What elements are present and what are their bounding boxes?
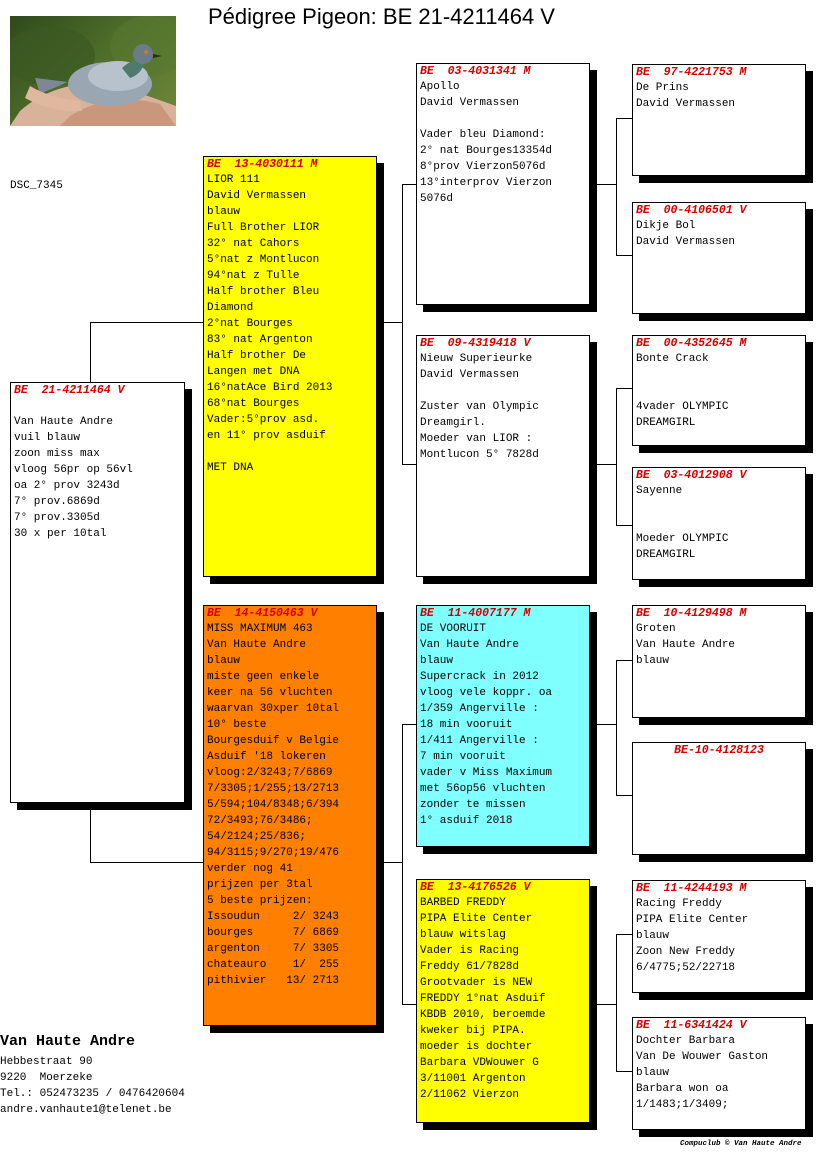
detail-line: blauw bbox=[207, 206, 241, 218]
ring-number: BE-10-4128123 bbox=[674, 744, 764, 757]
detail-line: Full Brother LIOR bbox=[207, 222, 320, 234]
detail-line bbox=[636, 367, 802, 383]
detail-line: BARBED FREDDY bbox=[420, 897, 506, 909]
detail-line: kweker bij PIPA. bbox=[420, 1025, 526, 1037]
sire-sire-card[interactable] bbox=[416, 63, 590, 305]
detail-line bbox=[207, 444, 373, 460]
detail-line: Diamond bbox=[207, 302, 254, 314]
ring-number: BE 11-6341424 V bbox=[636, 1019, 747, 1032]
detail-line: 94°nat z Tulle bbox=[207, 270, 300, 282]
detail-line: blauw bbox=[207, 655, 241, 667]
detail-line: 7° prov.3305d bbox=[14, 512, 100, 524]
detail-line bbox=[420, 111, 586, 127]
detail-line: Vader:5°prov asd. bbox=[207, 414, 320, 426]
detail-line: chateauro 1/ 255 bbox=[207, 959, 340, 971]
detail-line: Dochter Barbara bbox=[636, 1035, 736, 1047]
detail-line: Sayenne bbox=[636, 485, 683, 497]
pigeon-details bbox=[207, 172, 373, 476]
detail-line: Van Haute Andre bbox=[636, 639, 736, 651]
owner-city: 9220 Moerzeke bbox=[0, 1072, 93, 1084]
detail-line: pithivier 13/ 2713 bbox=[207, 975, 340, 987]
detail-line: Van Haute Andre bbox=[14, 416, 114, 428]
detail-line: 7/3305;1/255;13/2713 bbox=[207, 783, 340, 795]
sire-dam-sire-card[interactable] bbox=[632, 335, 806, 446]
ring-number: BE 03-4012908 V bbox=[636, 469, 747, 482]
detail-line: zonder te missen bbox=[420, 799, 526, 811]
pigeon-details bbox=[636, 896, 802, 976]
connector-line bbox=[90, 803, 91, 863]
detail-line: 6/4775;52/22718 bbox=[636, 962, 736, 974]
dam-dam-card[interactable] bbox=[416, 879, 590, 1123]
detail-line: 7° prov.6869d bbox=[14, 496, 100, 508]
detail-line: Van Haute Andre bbox=[207, 639, 307, 651]
detail-line: 5/594;104/8348;6/394 bbox=[207, 799, 340, 811]
detail-line: verder nog 41 bbox=[207, 863, 293, 875]
detail-line: moeder is dochter bbox=[420, 1041, 533, 1053]
dam-sire-sire-card[interactable] bbox=[632, 605, 806, 718]
detail-line: blauw witslag bbox=[420, 929, 506, 941]
detail-line: 2/11062 Vierzon bbox=[420, 1089, 520, 1101]
detail-line: vloog vele koppr. oa bbox=[420, 687, 553, 699]
detail-line: 1/411 Angerville : bbox=[420, 735, 539, 747]
connector-line bbox=[90, 862, 204, 863]
detail-line: Zuster van Olympic bbox=[420, 401, 539, 413]
connector-line bbox=[616, 934, 617, 1071]
detail-line: David Vermassen bbox=[420, 369, 520, 381]
sire-dam-card[interactable] bbox=[416, 335, 590, 577]
detail-line: Van De Wouwer Gaston bbox=[636, 1051, 769, 1063]
dam-sire-card[interactable] bbox=[416, 605, 590, 847]
owner-street: Hebbestraat 90 bbox=[0, 1056, 93, 1068]
detail-line: 18 min vooruit bbox=[420, 719, 513, 731]
ring-number: BE 10-4129498 M bbox=[636, 607, 747, 620]
detail-line: vloog 56pr op 56vl bbox=[14, 464, 133, 476]
detail-line: Bonte Crack bbox=[636, 353, 709, 365]
connector-line bbox=[590, 184, 617, 185]
page-title: Pédigree Pigeon: BE 21-4211464 V bbox=[208, 4, 555, 29]
pigeon-details bbox=[420, 621, 586, 829]
detail-line: David Vermassen bbox=[420, 97, 520, 109]
detail-line: 2°nat Bourges bbox=[207, 318, 293, 330]
detail-line: 5076d bbox=[420, 193, 454, 205]
connector-line bbox=[376, 862, 403, 863]
detail-line: LIOR 111 bbox=[207, 174, 260, 186]
ring-number: BE 03-4031341 M bbox=[420, 65, 531, 78]
detail-line: PIPA Elite Center bbox=[636, 914, 749, 926]
detail-line: MET DNA bbox=[207, 462, 254, 474]
pigeon-details bbox=[636, 80, 802, 112]
ring-number: BE 00-4352645 M bbox=[636, 337, 747, 350]
detail-line: De Prins bbox=[636, 82, 689, 94]
detail-line: blauw bbox=[636, 655, 670, 667]
ring-number: BE 11-4007177 M bbox=[420, 607, 531, 620]
detail-line: 3/11001 Argenton bbox=[420, 1073, 526, 1085]
pigeon-details bbox=[420, 79, 586, 207]
footer-credit: Compuclub © Van Haute Andre bbox=[680, 1140, 802, 1148]
connector-line bbox=[616, 660, 633, 661]
detail-line: 72/3493;76/3486; bbox=[207, 815, 313, 827]
detail-line: 83° nat Argenton bbox=[207, 334, 313, 346]
connector-line bbox=[402, 724, 417, 725]
photo-caption: DSC_7345 bbox=[10, 180, 63, 192]
detail-line: FREDDY 1°nat Asduif bbox=[420, 993, 546, 1005]
detail-line: Langen met DNA bbox=[207, 366, 300, 378]
pigeon-details bbox=[636, 218, 802, 250]
detail-line bbox=[636, 515, 802, 531]
detail-line: Moeder OLYMPIC bbox=[636, 533, 729, 545]
connector-line bbox=[402, 464, 417, 465]
ring-number: BE 09-4319418 V bbox=[420, 337, 531, 350]
detail-line: 16°natAce Bird 2013 bbox=[207, 382, 333, 394]
detail-line: Freddy 61/7828d bbox=[420, 961, 520, 973]
pigeon-details bbox=[636, 483, 802, 563]
detail-line: 7 min vooruit bbox=[420, 751, 506, 763]
owner-email[interactable]: andre.vanhaute1@telenet.be bbox=[0, 1104, 172, 1116]
pigeon-details bbox=[636, 621, 802, 669]
detail-line: zoon miss max bbox=[14, 448, 100, 460]
detail-line: Asduif '18 lokeren bbox=[207, 751, 326, 763]
subject-card[interactable] bbox=[10, 382, 185, 803]
detail-line: miste geen enkele bbox=[207, 671, 320, 683]
sire-dam-dam-card[interactable] bbox=[632, 467, 806, 580]
detail-line: 94/3115;9/270;19/476 bbox=[207, 847, 340, 859]
owner-block bbox=[0, 1034, 185, 1118]
detail-line: Half brother Bleu bbox=[207, 286, 320, 298]
connector-line bbox=[402, 724, 403, 1004]
detail-line: Vader is Racing bbox=[420, 945, 520, 957]
connector-line bbox=[616, 388, 633, 389]
ring-number: BE 00-4106501 V bbox=[636, 204, 747, 217]
ring-number: BE 11-4244193 M bbox=[636, 882, 747, 895]
detail-line: 8°prov Vierzon5076d bbox=[420, 161, 546, 173]
dam-dam-sire-card[interactable] bbox=[632, 880, 806, 993]
detail-line: 68°nat Bourges bbox=[207, 398, 300, 410]
detail-line: 30 x per 10tal bbox=[14, 528, 107, 540]
connector-line bbox=[616, 660, 617, 795]
pigeon-details bbox=[420, 895, 586, 1103]
connector-line bbox=[402, 184, 403, 464]
sire-sire-dam-card[interactable] bbox=[632, 202, 806, 314]
ring-number: BE 13-4030111 M bbox=[207, 158, 318, 171]
connector-line bbox=[376, 322, 403, 323]
ring-number: BE 13-4176526 V bbox=[420, 881, 531, 894]
connector-line bbox=[402, 1004, 417, 1005]
connector-line bbox=[616, 388, 617, 525]
detail-line: 4vader OLYMPIC bbox=[636, 401, 729, 413]
pigeon-details bbox=[636, 351, 802, 431]
connector-line bbox=[590, 464, 617, 465]
detail-line: Half brother De bbox=[207, 350, 307, 362]
connector-line bbox=[616, 1071, 633, 1072]
detail-line: Supercrack in 2012 bbox=[420, 671, 539, 683]
detail-line: prijzen per 3tal bbox=[207, 879, 313, 891]
detail-line: 5°nat z Montlucon bbox=[207, 254, 320, 266]
detail-line: blauw bbox=[420, 655, 454, 667]
detail-line: Groten bbox=[636, 623, 676, 635]
connector-line bbox=[590, 1004, 617, 1005]
detail-line: blauw bbox=[636, 930, 670, 942]
detail-line: Van Haute Andre bbox=[420, 639, 520, 651]
detail-line: David Vermassen bbox=[207, 190, 307, 202]
detail-line: Nieuw Superieurke bbox=[420, 353, 533, 365]
detail-line: Montlucon 5° 7828d bbox=[420, 449, 539, 461]
connector-line bbox=[402, 184, 417, 185]
detail-line: vloog:2/3243;7/6869 bbox=[207, 767, 333, 779]
detail-line: KBDB 2010, beroemde bbox=[420, 1009, 546, 1021]
detail-line: 32° nat Cahors bbox=[207, 238, 300, 250]
ring-number: BE 97-4221753 M bbox=[636, 66, 747, 79]
detail-line: DREAMGIRL bbox=[636, 417, 696, 429]
detail-line: Vader bleu Diamond: bbox=[420, 129, 546, 141]
dam-dam-dam-card[interactable] bbox=[632, 1017, 806, 1130]
pigeon-details bbox=[207, 621, 373, 989]
sire-card[interactable] bbox=[203, 156, 377, 577]
detail-line: met 56op56 vluchten bbox=[420, 783, 546, 795]
connector-line bbox=[616, 118, 633, 119]
detail-line: PIPA Elite Center bbox=[420, 913, 533, 925]
detail-line: Apollo bbox=[420, 81, 460, 93]
connector-line bbox=[616, 795, 633, 796]
detail-line: argenton 7/ 3305 bbox=[207, 943, 340, 955]
detail-line: Barbara VDWouwer G bbox=[420, 1057, 539, 1069]
detail-line: Racing Freddy bbox=[636, 898, 722, 910]
connector-line bbox=[590, 724, 617, 725]
pigeon-details bbox=[636, 1033, 802, 1113]
detail-line: vader v Miss Maximum bbox=[420, 767, 553, 779]
connector-line bbox=[90, 322, 91, 384]
detail-line: waarvan 30xper 10tal bbox=[207, 703, 340, 715]
detail-line: keer na 56 vluchten bbox=[207, 687, 333, 699]
detail-line: bourges 7/ 6869 bbox=[207, 927, 340, 939]
owner-phone: Tel.: 052473235 / 0476420604 bbox=[0, 1088, 185, 1100]
detail-line: en 11° prov asduif bbox=[207, 430, 326, 442]
detail-line: Moeder van LIOR : bbox=[420, 433, 533, 445]
owner-name: Van Haute Andre bbox=[0, 1033, 136, 1050]
detail-line: DREAMGIRL bbox=[636, 549, 696, 561]
detail-line: DE VOORUIT bbox=[420, 623, 487, 635]
detail-line: David Vermassen bbox=[636, 236, 736, 248]
detail-line: Issoudun 2/ 3243 bbox=[207, 911, 340, 923]
detail-line bbox=[420, 383, 586, 399]
connector-line bbox=[616, 934, 633, 935]
detail-line: Barbara won oa bbox=[636, 1083, 729, 1095]
detail-line bbox=[636, 499, 802, 515]
detail-line: 10° beste bbox=[207, 719, 267, 731]
pigeon-photo bbox=[10, 16, 176, 126]
dam-card[interactable] bbox=[203, 605, 377, 1026]
detail-line: 5 beste prijzen: bbox=[207, 895, 313, 907]
detail-line: Bourgesduif v Belgie bbox=[207, 735, 340, 747]
detail-line: MISS MAXIMUM 463 bbox=[207, 623, 313, 635]
detail-line: 1/1483;1/3409; bbox=[636, 1099, 729, 1111]
detail-line: 2° nat Bourges13354d bbox=[420, 145, 553, 157]
ring-number: BE 21-4211464 V bbox=[14, 384, 125, 397]
detail-line bbox=[636, 383, 802, 399]
detail-line: 1/359 Angerville : bbox=[420, 703, 539, 715]
sire-sire-sire-card[interactable] bbox=[632, 64, 806, 176]
detail-line: vuil blauw bbox=[14, 432, 81, 444]
detail-line: oa 2° prov 3243d bbox=[14, 480, 120, 492]
detail-line: blauw bbox=[636, 1067, 670, 1079]
detail-line: 54/2124;25/836; bbox=[207, 831, 307, 843]
detail-line: Dikje Bol bbox=[636, 220, 696, 232]
connector-line bbox=[616, 118, 617, 255]
detail-line: Grootvader is NEW bbox=[420, 977, 533, 989]
detail-line: Zoon New Freddy bbox=[636, 946, 736, 958]
pigeon-details bbox=[14, 398, 181, 542]
detail-line bbox=[14, 398, 181, 414]
detail-line: David Vermassen bbox=[636, 98, 736, 110]
detail-line: Dreamgirl. bbox=[420, 417, 487, 429]
dam-sire-dam-card[interactable] bbox=[632, 742, 806, 855]
connector-line bbox=[616, 525, 633, 526]
ring-number: BE 14-4150463 V bbox=[207, 607, 318, 620]
pigeon-details bbox=[420, 351, 586, 463]
detail-line: 13°interprov Vierzon bbox=[420, 177, 553, 189]
connector-line bbox=[90, 322, 204, 323]
connector-line bbox=[616, 255, 633, 256]
detail-line: 1° asduif 2018 bbox=[420, 815, 513, 827]
